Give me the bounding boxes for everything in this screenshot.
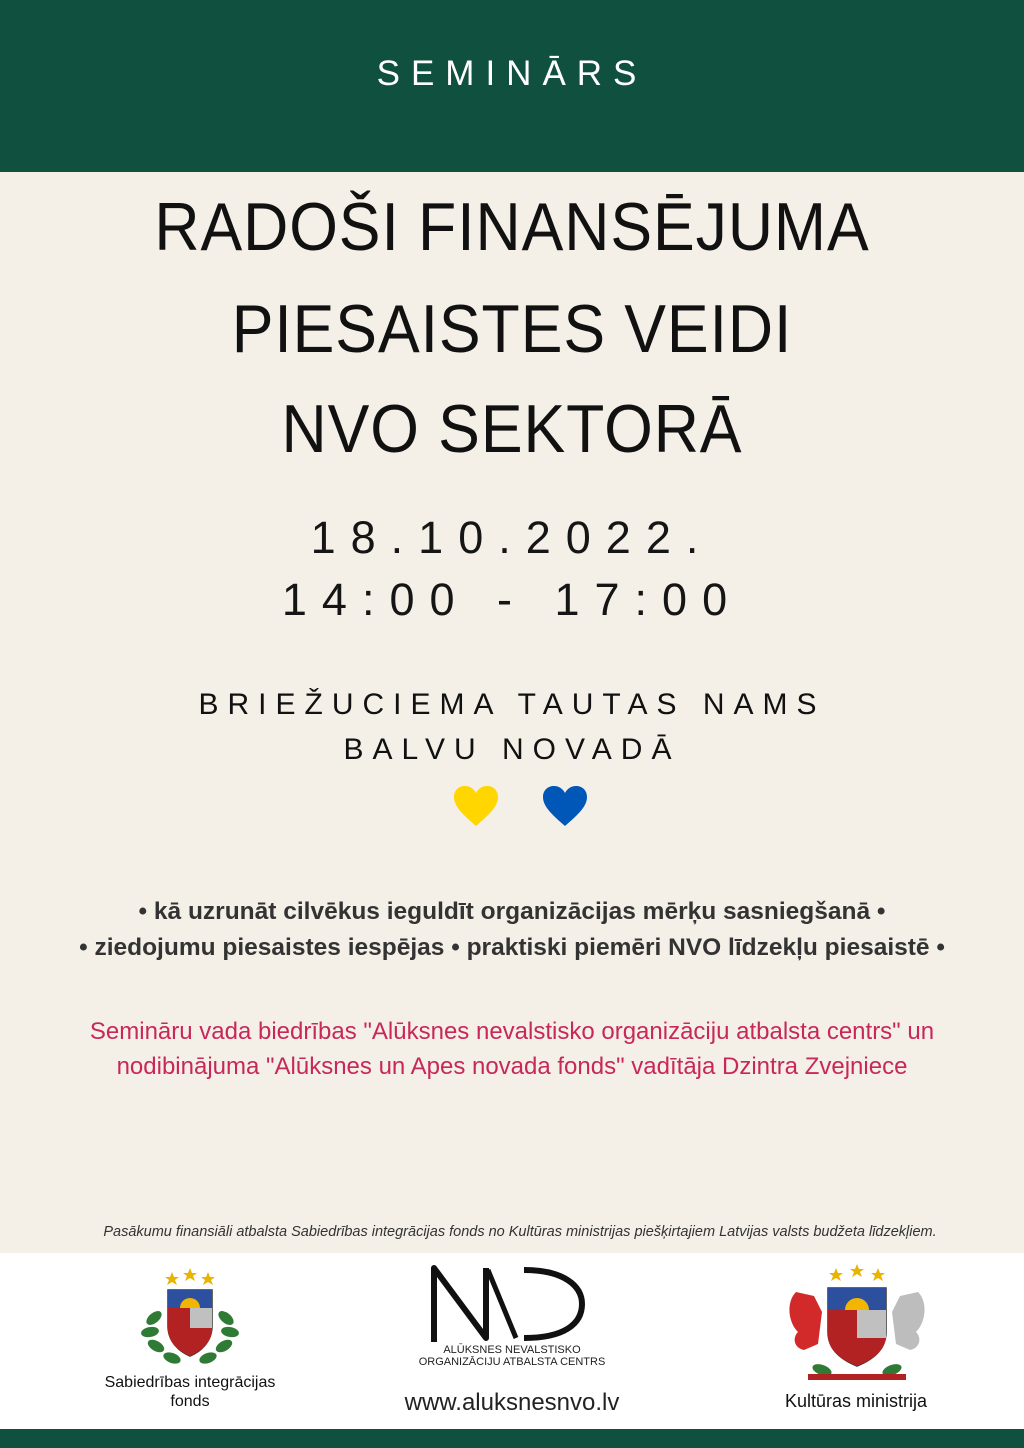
event-time: 14:00 - 17:00 [281,574,743,625]
bottom-bar [0,1429,1024,1448]
header-label: SEMINĀRS [376,54,648,93]
title-line-3: NVO SEKTORĀ [281,391,743,467]
event-date: 18.10.2022. [310,512,714,563]
title-line-2: PIESAISTES VEIDI [231,291,793,367]
venue-line-1: BRIEŽUCIEMA TAUTAS NAMS [198,688,826,721]
sif-coat-of-arms-logo [138,1266,242,1370]
speaker-line-1: Semināru vada biedrības "Alūksnes nevalstisko organizāciju atbalsta centrs" un [89,1018,935,1045]
yellow-heart-icon [452,784,500,828]
sif-caption-line-1: Sabiedrības integrācijas [104,1374,276,1391]
topic-line-2: • ziedojumu piesaistes iespējas • praktiski piemēri NVO līdzekļu piesaistē • [79,934,945,961]
km-caption: Kultūras ministrija [784,1391,928,1411]
sif-caption-line-2: fonds [170,1393,210,1410]
topic-line-1: • kā uzrunāt cilvēkus ieguldīt organizācijas mērķu sasniegšanā • [138,898,886,925]
speaker-line-2: nodibinājuma "Alūksnes un Apes novada fonds" vadītāja Dzintra Zvejniece [116,1053,908,1080]
website-url[interactable]: www.aluksnesnvo.lv [404,1389,620,1416]
blue-heart-icon [541,784,589,828]
nvo-logo [424,1264,586,1346]
nvo-caption-line-2: ORGANIZĀCIJU ATBALSTA CENTRS [418,1356,606,1368]
title-line-1: RADOŠI FINANSĒJUMA [154,189,870,265]
nvo-caption-line-1: ALŪKSNES NEVALSTISKO [443,1344,581,1356]
latvia-coat-of-arms-logo [778,1262,936,1384]
venue-line-2: BALVU NOVADĀ [343,733,681,766]
funding-note: Pasākumu finansiāli atbalsta Sabiedrības integrācijas fonds no Kultūras ministrijas piešķirtajiem Latvijas valsts budžeta līdzekļiem. [103,1224,937,1240]
